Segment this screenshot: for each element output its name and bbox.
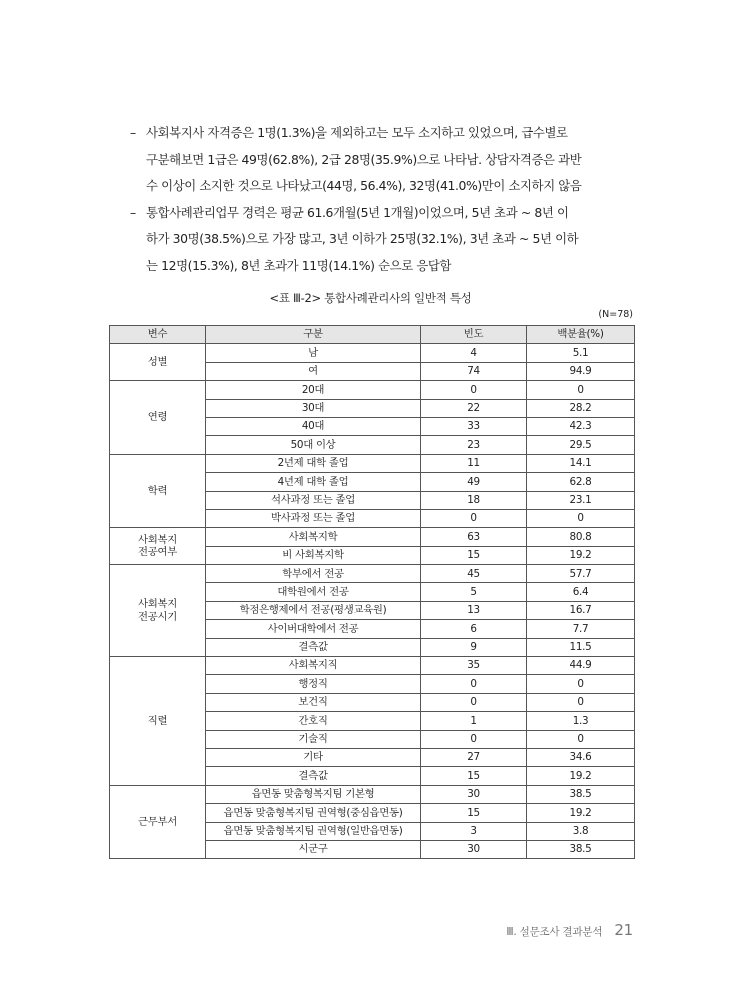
percent-cell: 0 — [527, 693, 635, 711]
variable-label: 직렬 — [147, 714, 168, 727]
category-cell: 비 사회복지학 — [206, 546, 421, 564]
header-variable: 변수 — [110, 326, 206, 344]
frequency-cell: 4 — [421, 344, 527, 362]
frequency-cell: 9 — [421, 638, 527, 656]
variable-cell — [110, 381, 206, 455]
variable-label: 사회복지 — [138, 533, 177, 546]
variable-label: 사회복지 — [138, 598, 177, 611]
frequency-cell: 6 — [421, 620, 527, 638]
category-cell: 결측값 — [206, 638, 421, 656]
frequency-cell: 22 — [421, 399, 527, 417]
percent-cell: 0 — [527, 675, 635, 693]
percent-cell: 34.6 — [527, 748, 635, 766]
bullet-line: 는 12명(15.3%), 8년 초과가 11명(14.1%) 순으로 응답함 — [146, 257, 452, 273]
category-cell: 20대 — [206, 381, 421, 399]
category-cell: 사회복지학 — [206, 528, 421, 546]
percent-cell: 62.8 — [527, 473, 635, 491]
frequency-cell: 0 — [421, 509, 527, 527]
frequency-cell: 30 — [421, 785, 527, 803]
percent-cell: 28.2 — [527, 399, 635, 417]
frequency-cell: 0 — [421, 693, 527, 711]
frequency-cell: 13 — [421, 601, 527, 619]
variable-label: 성별 — [147, 356, 168, 369]
table-row — [110, 785, 635, 803]
frequency-cell: 23 — [421, 436, 527, 454]
category-cell: 읍면동 맞춤형복지팀 기본형 — [206, 785, 421, 803]
percent-cell: 6.4 — [527, 583, 635, 601]
category-cell: 사이버대학에서 전공 — [206, 620, 421, 638]
category-cell: 박사과정 또는 졸업 — [206, 509, 421, 527]
bullet-list — [130, 120, 640, 279]
frequency-cell: 11 — [421, 454, 527, 472]
variable-cell — [110, 344, 206, 381]
frequency-cell: 3 — [421, 822, 527, 840]
category-cell: 간호직 — [206, 712, 421, 730]
header-category: 구분 — [206, 326, 421, 344]
footer-section-title: Ⅲ. 설문조사 결과분석 — [506, 926, 603, 938]
frequency-cell: 1 — [421, 712, 527, 730]
frequency-cell: 18 — [421, 491, 527, 509]
variable-cell — [110, 657, 206, 786]
category-cell: 시군구 — [206, 840, 421, 858]
category-cell: 결측값 — [206, 767, 421, 785]
percent-cell: 19.2 — [527, 767, 635, 785]
variable-label: 연령 — [147, 411, 168, 424]
percent-cell: 29.5 — [527, 436, 635, 454]
frequency-cell: 33 — [421, 417, 527, 435]
category-cell: 40대 — [206, 417, 421, 435]
sample-size-note: (N=78) — [598, 309, 633, 320]
frequency-cell: 5 — [421, 583, 527, 601]
variable-cell — [110, 454, 206, 528]
percent-cell: 7.7 — [527, 620, 635, 638]
table-row — [110, 528, 635, 546]
category-cell: 4년제 대학 졸업 — [206, 473, 421, 491]
percent-cell: 19.2 — [527, 546, 635, 564]
bullet-line: 구분해보면 1급은 49명(62.8%), 2급 28명(35.9%)으로 나타남. 상담자격증은 과반 — [146, 151, 582, 167]
frequency-cell: 35 — [421, 657, 527, 675]
header-frequency: 빈도 — [421, 326, 527, 344]
characteristics-table — [109, 325, 635, 859]
percent-cell: 14.1 — [527, 454, 635, 472]
percent-cell: 57.7 — [527, 565, 635, 583]
category-cell: 학부에서 전공 — [206, 565, 421, 583]
category-cell: 2년제 대학 졸업 — [206, 454, 421, 472]
percent-cell: 0 — [527, 730, 635, 748]
table-row — [110, 344, 635, 362]
bullet-line: 수 이상이 소지한 것으로 나타났고(44명, 56.4%), 32명(41.0%)만이 소지하지 않음 — [146, 178, 582, 193]
percent-cell: 0 — [527, 509, 635, 527]
bullet-item-certification — [130, 120, 640, 200]
category-cell: 보건직 — [206, 693, 421, 711]
frequency-cell: 27 — [421, 748, 527, 766]
category-cell: 기술직 — [206, 730, 421, 748]
frequency-cell: 0 — [421, 675, 527, 693]
bullet-dash: – — [130, 125, 136, 140]
category-cell: 기타 — [206, 748, 421, 766]
percent-cell: 5.1 — [527, 344, 635, 362]
percent-cell: 44.9 — [527, 657, 635, 675]
percent-cell: 38.5 — [527, 785, 635, 803]
variable-label: 전공시기 — [138, 610, 177, 623]
percent-cell: 11.5 — [527, 638, 635, 656]
frequency-cell: 15 — [421, 804, 527, 822]
frequency-cell: 74 — [421, 362, 527, 380]
frequency-cell: 0 — [421, 730, 527, 748]
bullet-line: 사회복지사 자격증은 1명(1.3%)을 제외하고는 모두 소지하고 있었으며, 급수별로 — [146, 125, 568, 140]
bullet-line: 하가 30명(38.5%)으로 가장 많고, 3년 이하가 25명(32.1%), 3년 초과 ~ 5년 이하 — [146, 231, 579, 246]
percent-cell: 0 — [527, 381, 635, 399]
frequency-cell: 45 — [421, 565, 527, 583]
table-body — [110, 344, 635, 859]
table-row — [110, 565, 635, 583]
frequency-cell: 30 — [421, 840, 527, 858]
bullet-dash: – — [130, 204, 136, 220]
variable-cell — [110, 528, 206, 565]
frequency-cell: 63 — [421, 528, 527, 546]
frequency-cell: 49 — [421, 473, 527, 491]
variable-cell — [110, 565, 206, 657]
bullet-item-career — [130, 200, 640, 280]
table-row — [110, 381, 635, 399]
frequency-cell: 15 — [421, 546, 527, 564]
category-cell: 대학원에서 전공 — [206, 583, 421, 601]
category-cell: 읍면동 맞춤형복지팀 권역형(일반읍면동) — [206, 822, 421, 840]
table-row — [110, 454, 635, 472]
variable-label: 학력 — [147, 484, 168, 497]
percent-cell: 94.9 — [527, 362, 635, 380]
variable-cell — [110, 785, 206, 859]
frequency-cell: 0 — [421, 381, 527, 399]
percent-cell: 42.3 — [527, 417, 635, 435]
percent-cell: 80.8 — [527, 528, 635, 546]
table-row — [110, 657, 635, 675]
frequency-cell: 15 — [421, 767, 527, 785]
table-caption: <표 Ⅲ-2> 통합사례관리사의 일반적 특성 — [269, 291, 472, 305]
percent-cell: 3.8 — [527, 822, 635, 840]
percent-cell: 38.5 — [527, 840, 635, 858]
category-cell: 30대 — [206, 399, 421, 417]
category-cell: 행정직 — [206, 675, 421, 693]
category-cell: 학점은행제에서 전공(평생교육원) — [206, 601, 421, 619]
variable-label: 근무부서 — [138, 815, 177, 828]
page-footer — [506, 921, 633, 939]
header-percent: 백분율(%) — [527, 326, 635, 344]
category-cell: 석사과정 또는 졸업 — [206, 491, 421, 509]
table-header-row — [110, 326, 635, 344]
bullet-line: 통합사례관리업무 경력은 평균 61.6개월(5년 1개월)이었으며, 5년 초과 ~ 8년 이 — [146, 204, 569, 220]
category-cell: 읍면동 맞춤형복지팀 권역형(중심읍면동) — [206, 804, 421, 822]
variable-label: 전공여부 — [138, 546, 177, 559]
category-cell: 여 — [206, 362, 421, 380]
category-cell: 사회복지직 — [206, 657, 421, 675]
category-cell: 50대 이상 — [206, 436, 421, 454]
percent-cell: 23.1 — [527, 491, 635, 509]
page-number: 21 — [614, 921, 633, 939]
percent-cell: 19.2 — [527, 804, 635, 822]
percent-cell: 1.3 — [527, 712, 635, 730]
percent-cell: 16.7 — [527, 601, 635, 619]
category-cell: 남 — [206, 344, 421, 362]
